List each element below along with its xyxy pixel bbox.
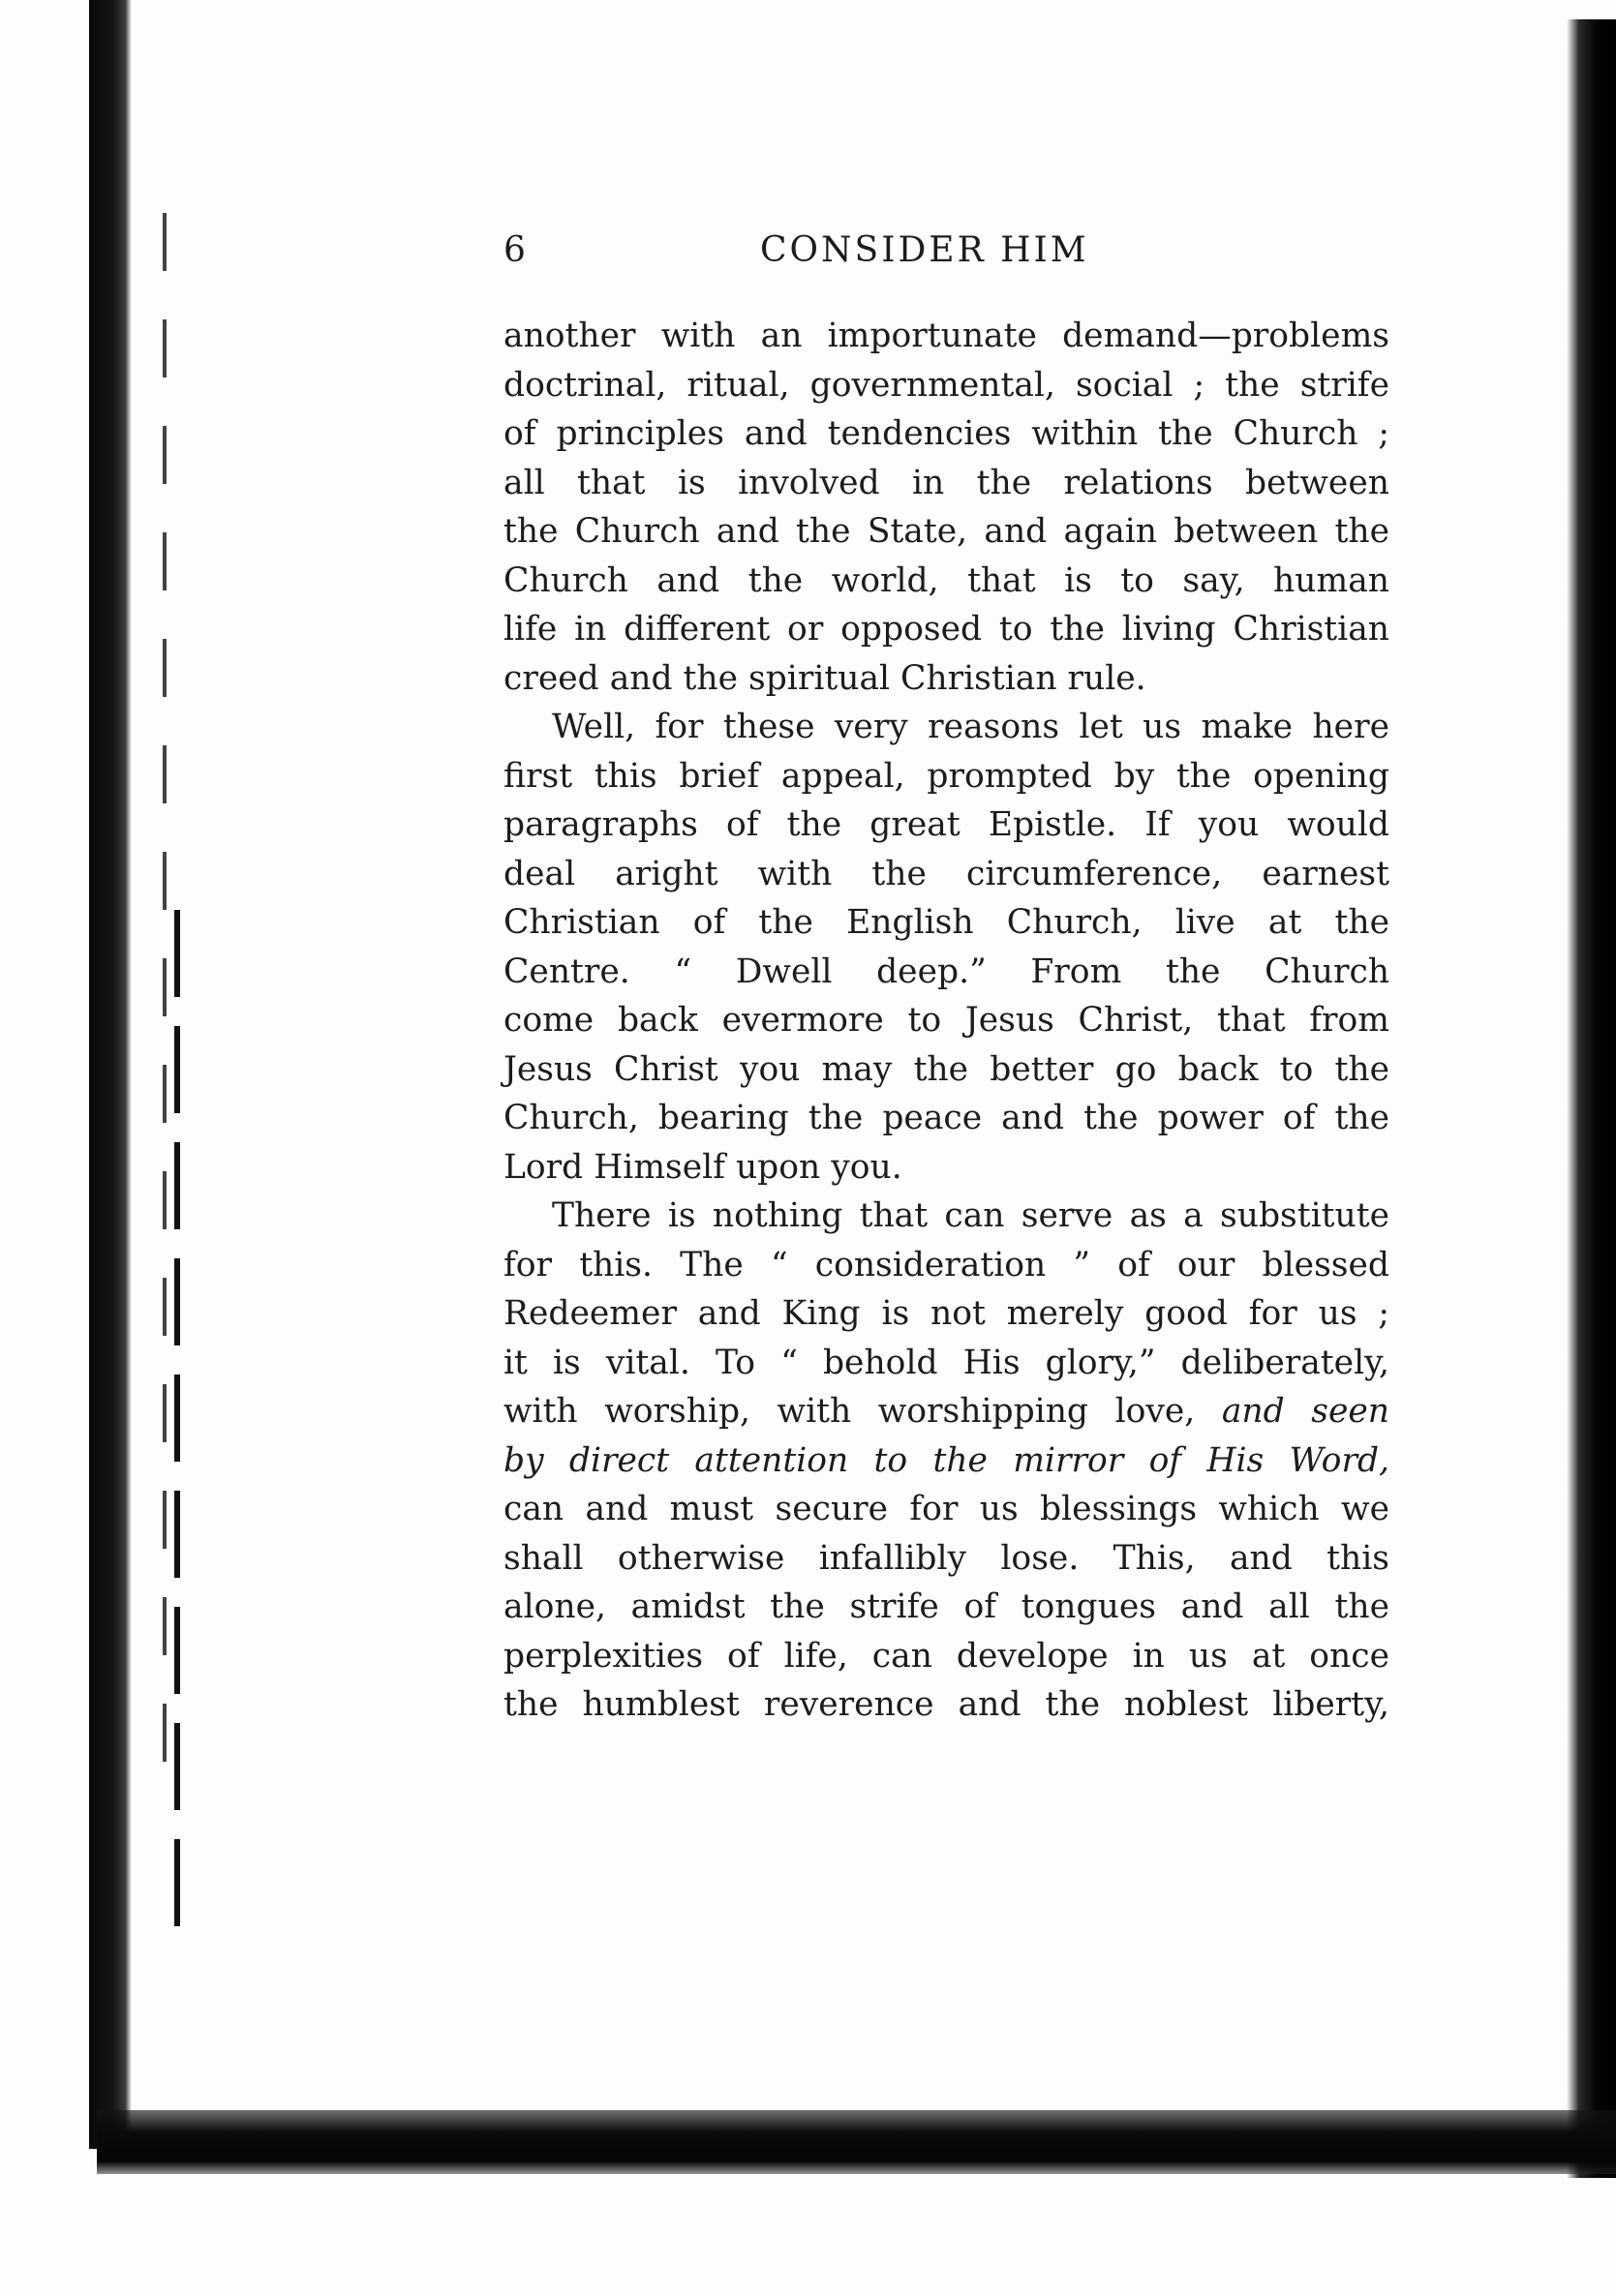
text-line: the Church and the State, and again between the <box>503 512 1389 551</box>
text-line: Lord Himself upon you. <box>503 1147 902 1187</box>
text-line: shall otherwise infallibly lose. This, and this <box>503 1538 1389 1578</box>
page-edge-bottom <box>97 2110 1616 2174</box>
text-line: can and must secure for us blessings which we <box>503 1490 1389 1528</box>
text-line: the humblest reverence and the noblest liberty, <box>503 1685 1389 1724</box>
text-line: all that is involved in the relations between <box>503 463 1389 502</box>
page-number: 6 <box>503 230 527 270</box>
text-line: Church and the world, that is to say, human <box>503 560 1389 600</box>
page-header <box>503 230 1123 279</box>
text-line: Well, for these very reasons let us make here <box>552 708 1389 746</box>
italic-segment: and seen <box>1221 1392 1389 1431</box>
text-line: first this brief appeal, prompted by the opening <box>503 756 1389 796</box>
italic-line: by direct attention to the mirror of His Word, <box>503 1440 1389 1480</box>
text-line: Christian of the English Church, live at the <box>503 903 1389 942</box>
text-line: deal aright with the circumference, earnest <box>503 854 1389 893</box>
text-line-mixed <box>503 1387 1389 1436</box>
text-line: come back evermore to Jesus Christ, that from <box>503 1001 1389 1040</box>
text-line: life in different or opposed to the living Christian <box>503 610 1389 649</box>
text-line: Redeemer and King is not merely good for us ; <box>503 1294 1389 1333</box>
text-line: doctrinal, ritual, governmental, social ; the strife <box>503 365 1389 405</box>
text-line: creed and the spiritual Christian rule. <box>503 658 1146 698</box>
body-text <box>503 312 1389 1730</box>
text-line: it is vital. To “ behold His glory,” deliberately, <box>503 1343 1389 1382</box>
scan-artifact-left <box>163 213 167 1810</box>
text-line: Centre. “ Dwell deep.” From the Church <box>503 952 1389 991</box>
binding-shadow-left <box>89 0 132 2149</box>
text-line: perplexities of life, can develope in us at once <box>503 1636 1389 1676</box>
text-segment: with worship, with worshipping love, <box>503 1392 1196 1431</box>
text-line: of principles and tendencies within the Church ; <box>503 414 1389 453</box>
running-head: CONSIDER HIM <box>760 230 1089 270</box>
paragraph <box>503 703 1389 1192</box>
text-line: for this. The “ consideration ” of our blessed <box>503 1245 1389 1284</box>
text-line: another with an importunate demand—problems <box>503 317 1389 355</box>
page-edge-right <box>1567 19 1616 2178</box>
text-line: paragraphs of the great Epistle. If you would <box>503 805 1389 844</box>
text-line: There is nothing that can serve as a substitute <box>552 1196 1389 1235</box>
scan-artifact-left-2 <box>174 910 180 1926</box>
text-line: Jesus Christ you may the better go back to the <box>503 1049 1389 1089</box>
paragraph <box>503 312 1389 703</box>
paragraph <box>503 1192 1389 1730</box>
text-line: Church, bearing the peace and the power of the <box>503 1099 1389 1137</box>
text-line: alone, amidst the strife of tongues and all the <box>503 1587 1389 1626</box>
